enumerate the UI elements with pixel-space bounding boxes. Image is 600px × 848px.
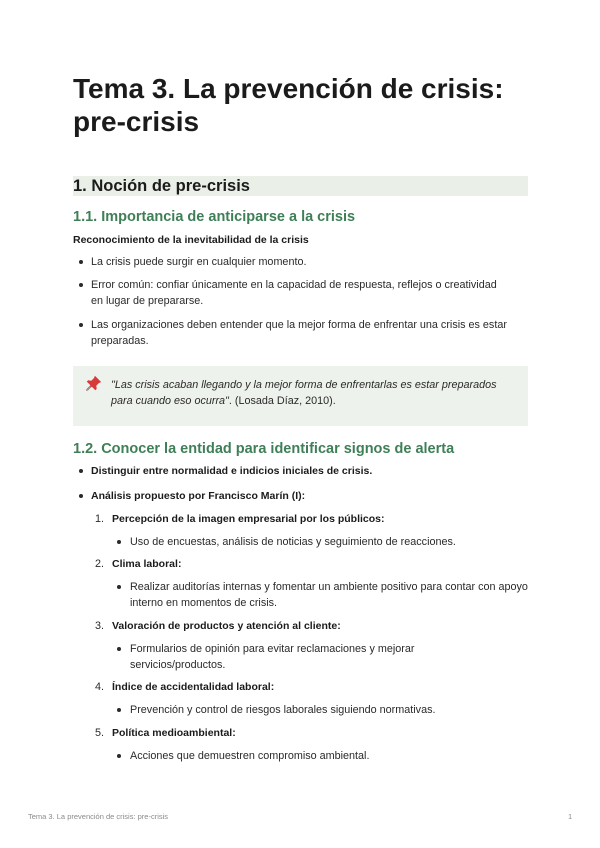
item-title: Índice de accidentalidad laboral: xyxy=(112,681,275,693)
quote-text: "Las crisis acaban llegando y la mejor forma de enfrentarlas es estar preparados para cuando eso ocurra" xyxy=(111,379,497,407)
item-number: 1. xyxy=(95,513,105,525)
bullet-dot xyxy=(117,754,121,758)
item-detail: Uso de encuestas, análisis de noticias y seguimiento de reacciones. xyxy=(130,536,456,548)
bullet-dot xyxy=(79,323,83,327)
callout-text xyxy=(111,377,511,409)
list-item: Error común: confiar únicamente en la capacidad de respuesta, reflejos o creatividad en lugar de prepararse. xyxy=(91,279,497,307)
quote-callout xyxy=(73,366,528,426)
item-number: 4. xyxy=(95,681,105,693)
page-title: Tema 3. La prevención de crisis: pre-crisis xyxy=(73,73,504,137)
item-title: Valoración de productos y atención al cliente: xyxy=(112,620,341,632)
subsection-heading-2: 1.2. Conocer la entidad para identificar signos de alerta xyxy=(73,441,455,457)
list-item: Distinguir entre normalidad e indicios iniciales de crisis. xyxy=(91,465,373,477)
item-detail: Prevención y control de riesgos laborales siguiendo normativas. xyxy=(130,704,436,716)
subsection-heading-1: 1.1. Importancia de anticiparse a la crisis xyxy=(73,209,356,225)
bullet-dot xyxy=(117,540,121,544)
item-number: 2. xyxy=(95,558,105,570)
pushpin-icon xyxy=(85,374,103,392)
bullet-dot xyxy=(79,260,83,264)
bullet-dot xyxy=(79,283,83,287)
subsection-label: Reconocimiento de la inevitabilidad de la crisis xyxy=(73,234,309,246)
item-number: 5. xyxy=(95,727,105,739)
list-item: Análisis propuesto por Francisco Marín (I): xyxy=(91,490,306,502)
item-title: Clima laboral: xyxy=(112,558,182,570)
item-detail: Acciones que demuestren compromiso ambiental. xyxy=(130,750,370,762)
item-number: 3. xyxy=(95,620,105,632)
footer-title: Tema 3. La prevención de crisis: pre-crisis xyxy=(28,812,169,821)
item-title: Percepción de la imagen empresarial por los públicos: xyxy=(112,513,385,525)
quote-citation: . (Losada Díaz, 2010). xyxy=(228,395,336,407)
bullet-dot xyxy=(79,494,83,498)
bullet-dot xyxy=(117,647,121,651)
bullet-dot xyxy=(117,708,121,712)
item-title: Política medioambiental: xyxy=(112,727,236,739)
bullet-dot xyxy=(117,585,121,589)
item-detail: Formularios de opinión para evitar reclamaciones y mejorar servicios/productos. xyxy=(130,643,415,671)
bullet-dot xyxy=(79,469,83,473)
list-item: Las organizaciones deben entender que la mejor forma de enfrentar una crisis es estar preparadas. xyxy=(91,319,507,347)
item-detail: Realizar auditorías internas y fomentar un ambiente positivo para contar con apoyo interno en momentos de crisis. xyxy=(130,581,528,609)
section-heading: 1. Noción de pre-crisis xyxy=(73,176,528,196)
page-number: 1 xyxy=(568,812,573,821)
list-item: La crisis puede surgir en cualquier momento. xyxy=(91,256,307,268)
